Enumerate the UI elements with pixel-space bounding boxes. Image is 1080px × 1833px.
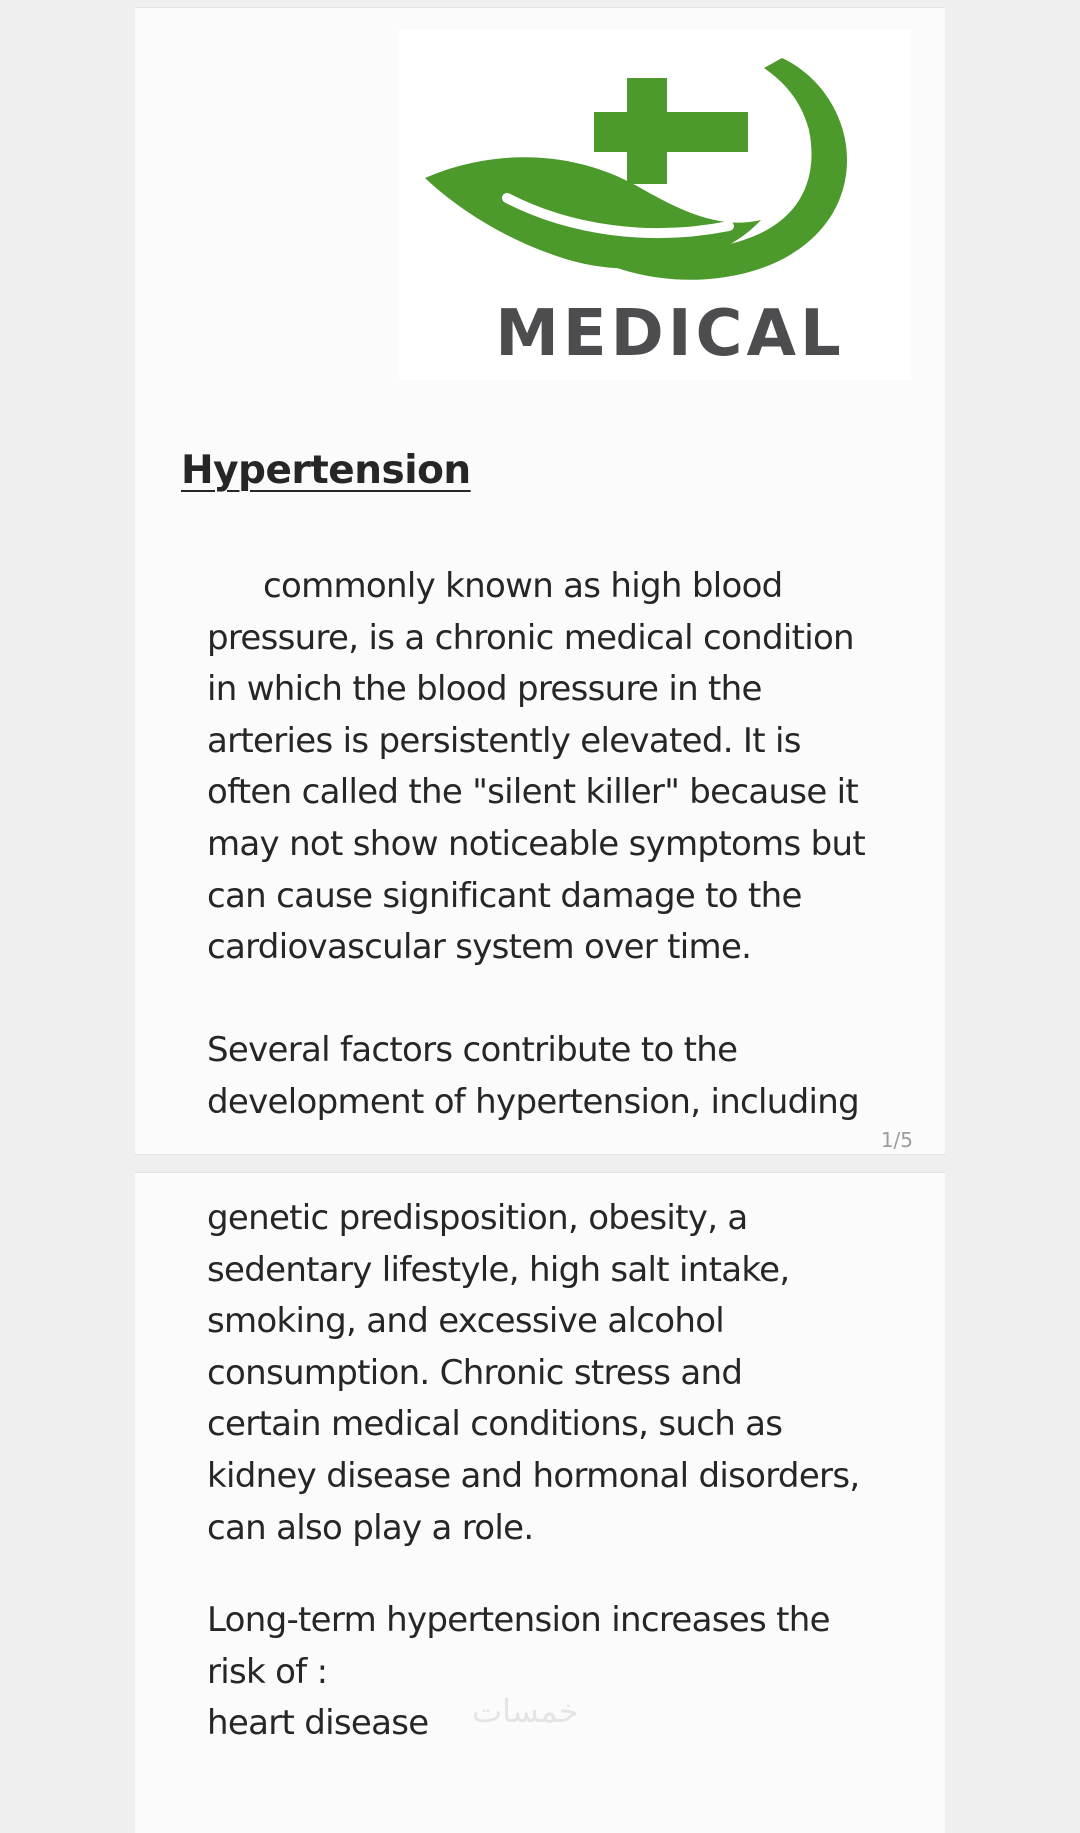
medical-logo: [399, 30, 911, 380]
document-page-1: [135, 7, 945, 1155]
text-line: can also play a role.: [207, 1507, 534, 1548]
document-title: Hypertension: [181, 448, 471, 493]
factors-paragraph: [207, 1025, 927, 1128]
text-line: consumption. Chronic stress and: [207, 1352, 743, 1393]
text-line: arteries is persistently elevated. It is: [207, 720, 801, 761]
factors-paragraph-continued: [207, 1193, 927, 1554]
text-line: certain medical conditions, such as: [207, 1404, 783, 1445]
text-line: often called the "silent killer" because it: [207, 772, 859, 813]
text-line: may not show noticeable symptoms but: [207, 823, 865, 864]
page-indicator: 1/5: [880, 1128, 913, 1152]
text-line: commonly known as high blood: [263, 566, 783, 606]
text-line: Several factors contribute to the: [207, 1030, 738, 1070]
watermark: خمسات: [472, 1692, 579, 1730]
intro-paragraph: [207, 561, 927, 974]
text-line: kidney disease and hormonal disorders,: [207, 1455, 860, 1496]
text-line: can cause significant damage to the: [207, 875, 802, 916]
text-line: risk of :: [207, 1651, 328, 1692]
text-line: genetic predisposition, obesity, a: [207, 1198, 748, 1238]
text-line: pressure, is a chronic medical condition: [207, 617, 854, 658]
text-line: smoking, and excessive alcohol: [207, 1301, 725, 1342]
text-line: in which the blood pressure in the: [207, 669, 762, 710]
text-line: cardiovascular system over time.: [207, 927, 752, 968]
text-line: sedentary lifestyle, high salt intake,: [207, 1249, 790, 1290]
text-line: heart disease: [207, 1703, 429, 1744]
text-line: Long-term hypertension increases the: [207, 1600, 830, 1640]
logo-wordmark: MEDICAL: [495, 297, 845, 371]
text-line: development of hypertension, including: [207, 1081, 859, 1122]
document-page-2: [135, 1172, 945, 1833]
